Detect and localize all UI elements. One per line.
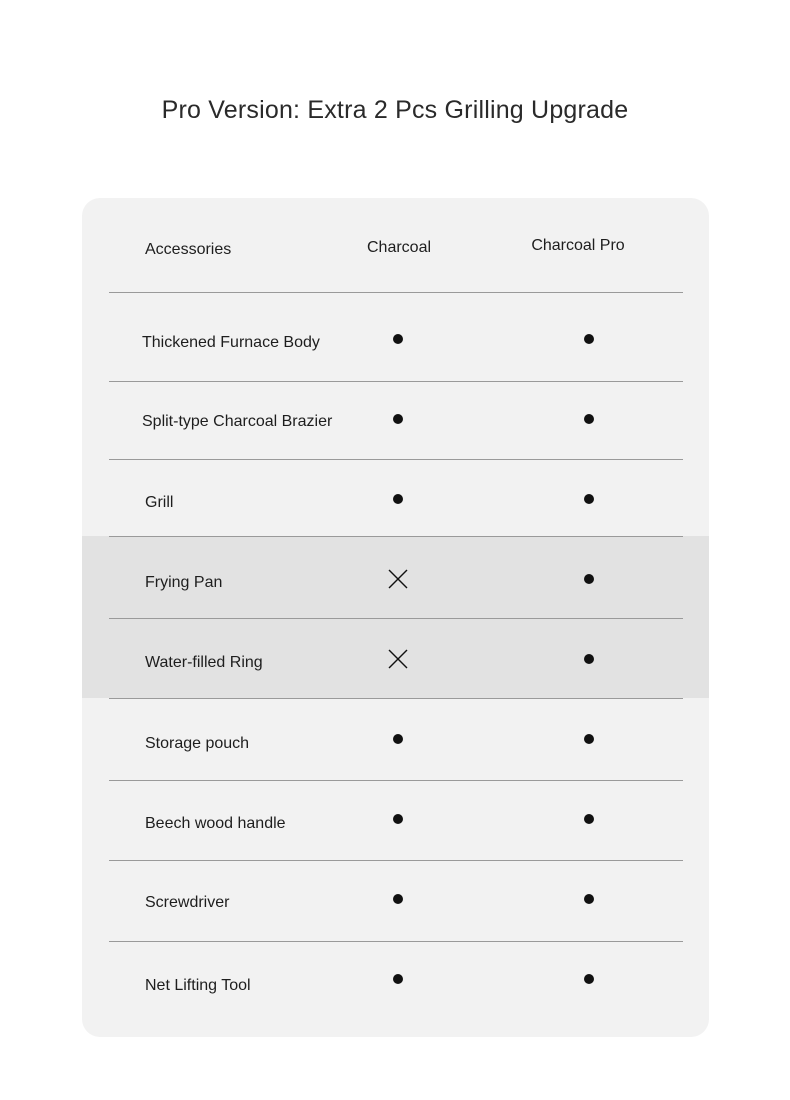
charcoal-pro-filled-dot-icon [577, 727, 601, 751]
pro-upgrade-highlight-band [82, 536, 709, 698]
charcoal-pro-filled-dot-icon [577, 407, 601, 431]
row-label: Water-filled Ring [145, 654, 263, 671]
charcoal-filled-dot-icon [386, 807, 410, 831]
filled-dot-icon [393, 814, 403, 824]
charcoal-pro-filled-dot-icon [577, 327, 601, 351]
filled-dot-icon [584, 334, 594, 344]
row-divider [109, 780, 683, 781]
comparison-table [82, 198, 709, 1037]
charcoal-pro-filled-dot-icon [577, 647, 601, 671]
page-title: Pro Version: Extra 2 Pcs Grilling Upgrade [161, 96, 629, 124]
charcoal-filled-dot-icon [386, 967, 410, 991]
charcoal-filled-dot-icon [386, 727, 410, 751]
charcoal-cross-icon [386, 647, 410, 671]
row-label: Split-type Charcoal Brazier [142, 413, 333, 430]
column-header-accessories: Accessories [145, 241, 232, 258]
row-divider [109, 459, 683, 460]
column-header-charcoal-pro: Charcoal Pro [531, 237, 625, 254]
charcoal-pro-filled-dot-icon [577, 887, 601, 911]
filled-dot-icon [584, 654, 594, 664]
charcoal-pro-filled-dot-icon [577, 807, 601, 831]
charcoal-filled-dot-icon [386, 407, 410, 431]
row-label: Storage pouch [145, 735, 250, 752]
charcoal-filled-dot-icon [386, 327, 410, 351]
charcoal-pro-filled-dot-icon [577, 567, 601, 591]
row-divider [109, 860, 683, 861]
row-label: Frying Pan [145, 574, 223, 591]
row-label: Beech wood handle [145, 815, 286, 832]
filled-dot-icon [584, 814, 594, 824]
filled-dot-icon [393, 334, 403, 344]
filled-dot-icon [393, 894, 403, 904]
filled-dot-icon [393, 494, 403, 504]
charcoal-cross-icon [386, 567, 410, 591]
row-label: Thickened Furnace Body [142, 334, 320, 351]
filled-dot-icon [584, 494, 594, 504]
charcoal-pro-filled-dot-icon [577, 487, 601, 511]
charcoal-filled-dot-icon [386, 887, 410, 911]
row-divider [109, 381, 683, 382]
row-divider [109, 536, 683, 537]
filled-dot-icon [393, 414, 403, 424]
filled-dot-icon [584, 574, 594, 584]
row-label: Net Lifting Tool [145, 977, 251, 994]
row-divider [109, 698, 683, 699]
filled-dot-icon [584, 414, 594, 424]
filled-dot-icon [584, 734, 594, 744]
filled-dot-icon [393, 734, 403, 744]
row-divider [109, 618, 683, 619]
filled-dot-icon [393, 974, 403, 984]
column-header-charcoal: Charcoal [366, 239, 432, 256]
charcoal-pro-filled-dot-icon [577, 967, 601, 991]
cross-icon [386, 647, 410, 671]
row-divider [109, 292, 683, 293]
row-label: Grill [145, 494, 174, 511]
cross-icon [386, 567, 410, 591]
row-divider [109, 941, 683, 942]
filled-dot-icon [584, 894, 594, 904]
charcoal-filled-dot-icon [386, 487, 410, 511]
row-label: Screwdriver [145, 894, 230, 911]
filled-dot-icon [584, 974, 594, 984]
